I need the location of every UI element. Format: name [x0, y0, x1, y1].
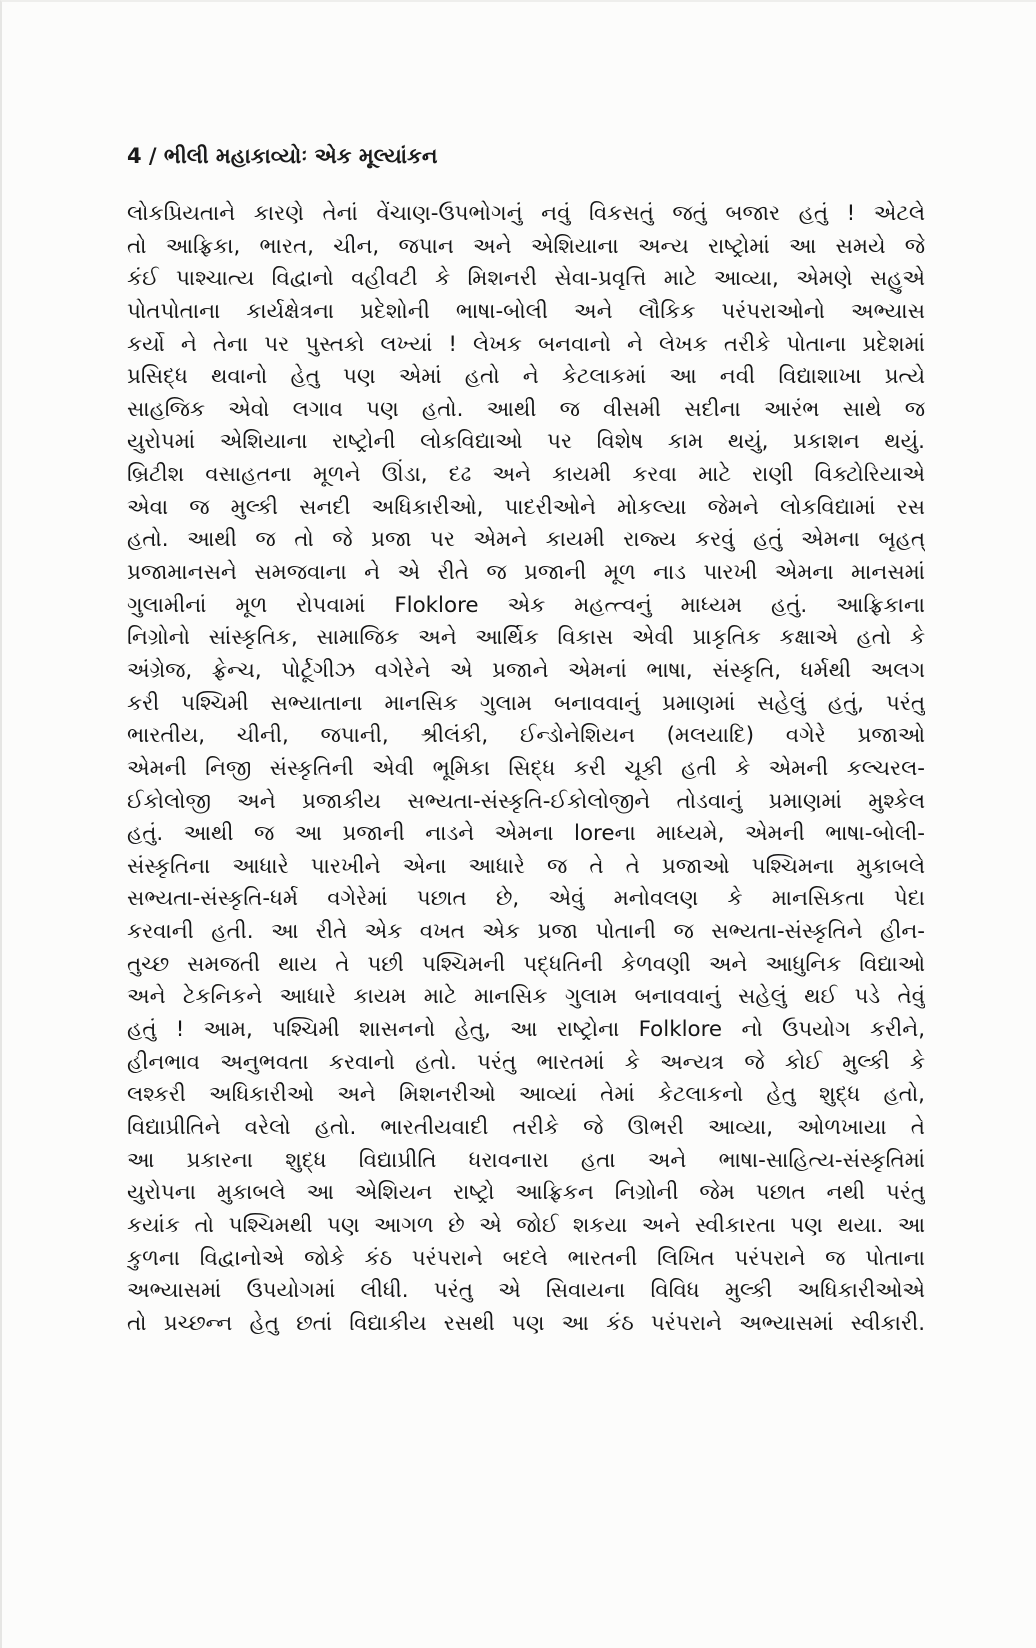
- text-line: લોકપ્રિયતાને કારણે તેનાં વેંચાણ-ઉપભોગનું નવું વિકસતું જતું બજાર હતું ! એટલે: [127, 201, 925, 226]
- text-line: યુરોપમાં એશિયાના રાષ્ટ્રોની લોકવિદ્યાઓ પર વિશેષ કામ થયું, પ્રકાશન થયું.: [127, 429, 925, 455]
- text-line: સંસ્કૃતિના આધારે પારખીને એના આધારે જ તે તે પ્રજાઓ પશ્ચિમના મુકાબલે: [127, 853, 925, 879]
- text-line: સાહજિક એવો લગાવ પણ હતો. આથી જ વીસમી સદીના આરંભ સાથે જ: [127, 396, 925, 422]
- text-line: બ્રિટીશ વસાહતના મૂળને ઊંડા, દઢ અને કાયમી કરવા માટે રાણી વિક્ટોરિયાએ: [127, 462, 925, 488]
- text-line: કયાંક તો પશ્ચિમથી પણ આગળ છે એ જોઈ શકયા અને સ્વીકારતા પણ થયા. આ: [127, 1212, 925, 1238]
- body-paragraph: [127, 198, 925, 1340]
- text-line: અને ટેકનિકને આધારે કાયમ માટે માનસિક ગુલામ બનાવવાનું સહેલું થઈ પડે તેવું: [127, 984, 925, 1010]
- text-line: તો પ્રચ્છન્ન હેતુ છતાં વિદ્યાકીય રસથી પણ આ કંઠ પરંપરાને અભ્યાસમાં સ્વીકારી.: [127, 1310, 925, 1336]
- text-line: અંગ્રેજ, ફ્રેન્ચ, પોર્ટૂગીઝ વગેરેને એ પ્રજાને એમનાં ભાષા, સંસ્કૃતિ, ધર્મથી અલગ: [127, 657, 925, 683]
- text-line: હતો. આથી જ તો જે પ્રજા પર એમને કાયમી રાજ્ય કરવું હતું એમના બૃહત્: [127, 527, 925, 553]
- text-line: નિગ્રોનો સાંસ્કૃતિક, સામાજિક અને આર્થિક વિકાસ એવી પ્રાકૃતિક કક્ષાએ હતો કે: [127, 625, 925, 651]
- text-line: હીનભાવ અનુભવતા કરવાનો હતો. પરંતુ ભારતમાં કે અન્યત્ર જે કોઈ મુલ્કી કે: [127, 1049, 925, 1075]
- text-line: યુરોપના મુકાબલે આ એશિયન રાષ્ટ્રો આફ્રિકન નિગ્રોની જેમ પછાત નથી પરંતુ: [127, 1180, 925, 1206]
- text-line: એમની નિજી સંસ્કૃતિની એવી ભૂમિકા સિદ્ધ કરી ચૂકી હતી કે એમની કલ્ચરલ-: [127, 755, 925, 781]
- text-line: તો આફ્રિકા, ભારત, ચીન, જપાન અને એશિયાના અન્ય રાષ્ટ્રોમાં આ સમયે જે: [127, 233, 925, 259]
- text-line: હતું. આથી જ આ પ્રજાની નાડને એમના loreના માધ્યમે, એમની ભાષા-બોલી-: [127, 821, 925, 847]
- text-line: કંઈ પાશ્ચાત્ય વિદ્વાનો વહીવટી કે મિશનરી સેવા-પ્રવૃત્તિ માટે આવ્યા, એમણે સહુએ: [127, 266, 925, 292]
- running-head: 4 / ભીલી મહાકાવ્યોઃ એક મૂલ્યાંકન: [127, 144, 438, 168]
- text-line: સભ્યતા-સંસ્કૃતિ-ધર્મ વગેરેમાં પછાત છે, એવું મનોવલણ કે માનસિકતા પેદા: [127, 886, 925, 912]
- text-line: આ પ્રકારના શુદ્ધ વિદ્યાપ્રીતિ ધરાવનારા હતા અને ભાષા-સાહિત્ય-સંસ્કૃતિમાં: [127, 1147, 925, 1173]
- text-line: વિદ્યાપ્રીતિને વરેલો હતો. ભારતીયવાદી તરીકે જે ઊભરી આવ્યા, ઓળખાયા તે: [127, 1114, 925, 1140]
- text-line: ભારતીય, ચીની, જપાની, શ્રીલંકી, ઈન્ડોનેશિયન (મલયાદિ) વગેરે પ્રજાઓ: [127, 723, 925, 749]
- text-line: અભ્યાસમાં ઉપયોગમાં લીધી. પરંતુ એ સિવાયના વિવિધ મુલ્કી અધિકારીઓએ: [127, 1278, 925, 1304]
- text-line: કરી પશ્ચિમી સભ્યાતાના માનસિક ગુલામ બનાવવાનું પ્રમાણમાં સહેલું હતું, પરંતુ: [127, 690, 925, 716]
- text-line: કુળના વિદ્વાનોએ જોકે કંઠ પરંપરાને બદલે ભારતની લિખિત પરંપરાને જ પોતાના: [127, 1245, 925, 1271]
- text-line: તુચ્છ સમજતી થાય તે પછી પશ્ચિમની પદ્ધતિની કેળવણી અને આધુનિક વિદ્યાઓ: [127, 951, 925, 977]
- text-line: પ્રસિદ્ધ થવાનો હેતુ પણ એમાં હતો ને કેટલાકમાં આ નવી વિદ્યાશાખા પ્રત્યે: [127, 364, 925, 390]
- text-line: હતું ! આમ, પશ્ચિમી શાસનનો હેતુ, આ રાષ્ટ્રોના Folklore નો ઉપયોગ કરીને,: [127, 1017, 925, 1043]
- text-line: પોતપોતાના કાર્યક્ષેત્રના પ્રદેશોની ભાષા-બોલી અને લૌકિક પરંપરાઓનો અભ્યાસ: [127, 298, 925, 324]
- text-line: એવા જ મુલ્કી સનદી અધિકારીઓ, પાદરીઓને મોકલ્યા જેમને લોકવિદ્યામાં રસ: [127, 494, 925, 520]
- text-line: લશ્કરી અધિકારીઓ અને મિશનરીઓ આવ્યાં તેમાં કેટલાકનો હેતુ શુદ્ધ હતો,: [127, 1082, 925, 1108]
- text-line: કર્યો ને તેના પર પુસ્તકો લખ્યાં ! લેખક બનવાનો ને લેખક તરીકે પોતાના પ્રદેશમાં: [127, 331, 925, 357]
- text-line: ગુલામીનાં મૂળ રોપવામાં Floklore એક મહત્ત્વનું માધ્યમ હતું. આફ્રિકાના: [127, 592, 925, 618]
- text-line: ઈકોલોજી અને પ્રજાકીય સભ્યતા-સંસ્કૃતિ-ઈકોલોજીને તોડવાનું પ્રમાણમાં મુશ્કેલ: [127, 788, 925, 814]
- text-line: પ્રજામાનસને સમજવાના ને એ રીતે જ પ્રજાની મૂળ નાડ પારખી એમના માનસમાં: [127, 560, 925, 586]
- text-line: કરવાની હતી. આ રીતે એક વખત એક પ્રજા પોતાની જ સભ્યતા-સંસ્કૃતિને હીન-: [127, 919, 925, 945]
